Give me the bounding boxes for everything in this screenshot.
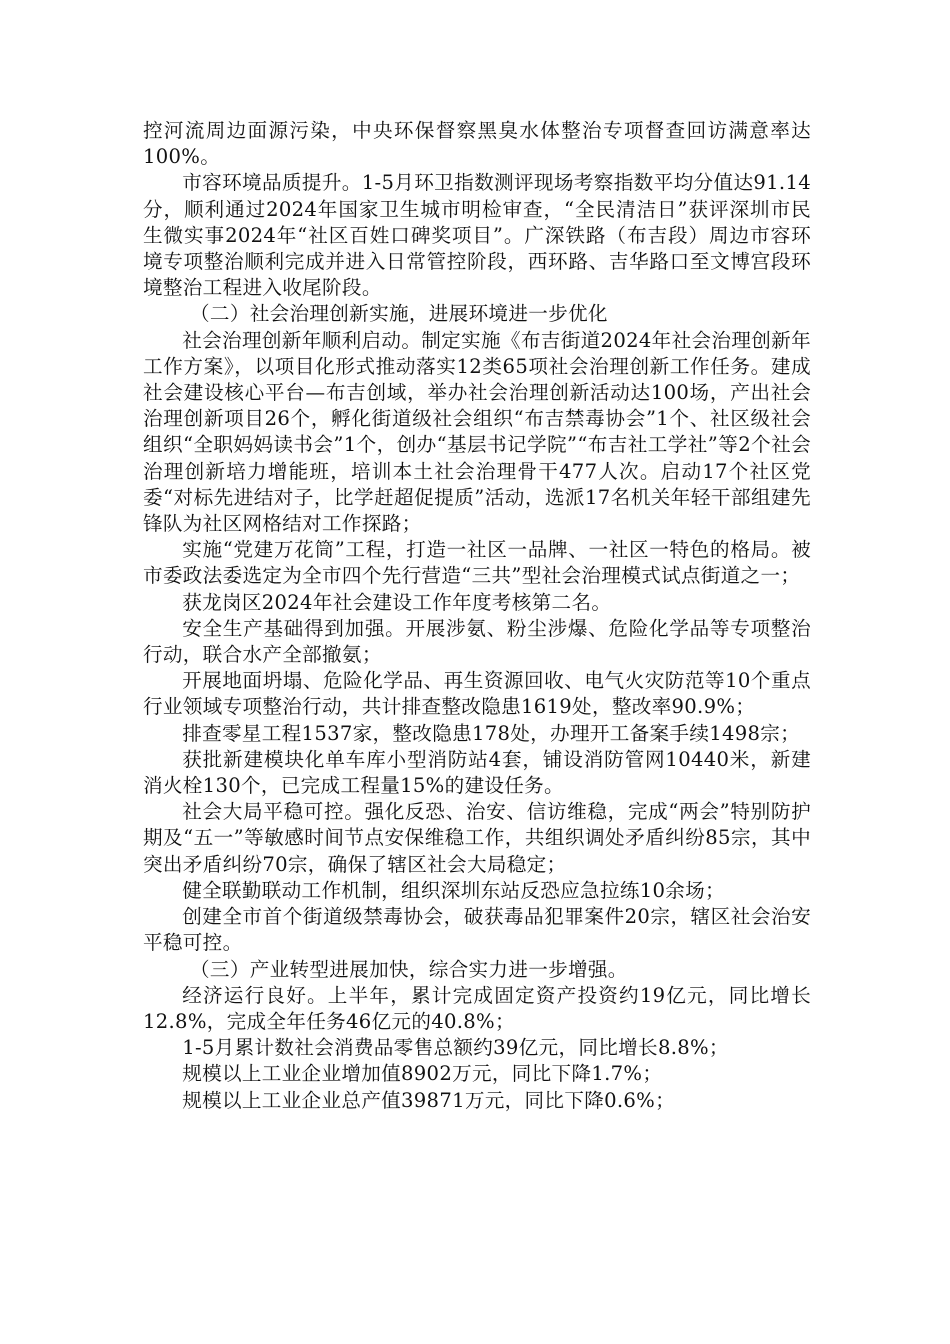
paragraph-retail-sales: 1-5月累计数社会消费品零售总额约39亿元，同比增长8.8%；	[182, 1036, 729, 1060]
paragraph-industrial-added-value: 规模以上工业企业增加值8902万元，同比下降1.7%；	[182, 1062, 663, 1086]
section-heading-social-governance: （二）社会治理创新实施，进展环境进一步优化	[190, 302, 608, 326]
paragraph-city-appearance: 市容环境品质提升。1-5月环卫指数测评现场考察指数平均分值达91.14分，顺利通过2024年国家卫生城市明检审查，“全民清洁日”获评深圳市民生微实事2024年“社区百姓口碑奖项目”。广深铁路（布吉段）周边市容环境专项整治顺利完成并进入日常管控阶段，西环路、吉华路口至文博宫段环境整治工程进入收尾阶段。	[143, 171, 811, 300]
paragraph-social-stability: 社会大局平稳可控。强化反恐、治安、信访维稳，完成“两会”特别防护期及“五一”等敏感时间节点安保维稳工作，共组织调处矛盾纠纷85宗，其中突出矛盾纠纷70宗，确保了辖区社会大局稳定；	[143, 800, 811, 876]
section-heading-industry: （三）产业转型进展加快，综合实力进一步增强。	[190, 957, 628, 981]
paragraph-industrial-output: 规模以上工业企业总产值39871万元，同比下降0.6%；	[182, 1088, 675, 1112]
paragraph-governance-innovation-year: 社会治理创新年顺利启动。制定实施《布吉街道2024年社会治理创新年工作方案》，以项目化形式推动落实12类65项社会治理创新工作任务。建成社会建设核心平台—布吉创域，举办社会治理创新活动达100场，产出社会治理创新项目26个，孵化街道级社会组织“布吉禁毒协会”1个、社区级社会组织“全职妈妈读书会”1个，创办“基层书记学院”“布吉社工学社”等2个社会治理创新培力增能班，培训本土社会治理骨干477人次。启动17个社区党委“对标先进结对子，比学赶超促提质”活动，选派17名机关年轻干部组建先锋队为社区网格结对工作探路；	[143, 328, 811, 536]
paragraph-joint-service: 健全联勤联动工作机制，组织深圳东站反恐应急拉练10余场；	[182, 878, 725, 902]
paragraph-safety-production: 安全生产基础得到加强。开展涉氨、粉尘涉爆、危险化学品等专项整治行动，联合水产全部撤氨；	[143, 616, 811, 667]
paragraph-party-building: 实施“党建万花筒”工程，打造一社区一品牌、一社区一特色的格局。被市委政法委选定为全市四个先行营造“三共”型社会治理模式试点街道之一；	[143, 538, 811, 588]
document-page	[143, 118, 811, 1114]
paragraph-anti-drug: 创建全市首个街道级禁毒协会，破获毒品犯罪案件20宗，辖区社会治安平稳可控。	[143, 905, 811, 955]
paragraph-fixed-investment: 经济运行良好。上半年，累计完成固定资产投资约19亿元，同比增长12.8%，完成全年任务46亿元的40.8%；	[143, 983, 811, 1033]
paragraph-special-rectification: 开展地面坍塌、危险化学品、再生资源回收、电气火灾防范等10个重点行业领域专项整治行动，共计排查整改隐患1619处，整改率90.9%；	[143, 669, 811, 719]
paragraph-water-pollution-continuation: 控河流周边面源污染，中央环保督察黑臭水体整治专项督查回访满意率达100%。	[143, 119, 811, 169]
paragraph-assessment-ranking: 获龙岗区2024年社会建设工作年度考核第二名。	[182, 590, 612, 614]
paragraph-fire-stations: 获批新建模块化单车库小型消防站4套，铺设消防管网10440米，新建消火栓130个，已完成工程量15%的建设任务。	[143, 747, 811, 798]
paragraph-minor-projects: 排查零星工程1537家，整改隐患178处，办理开工备案手续1498宗；	[182, 721, 801, 745]
